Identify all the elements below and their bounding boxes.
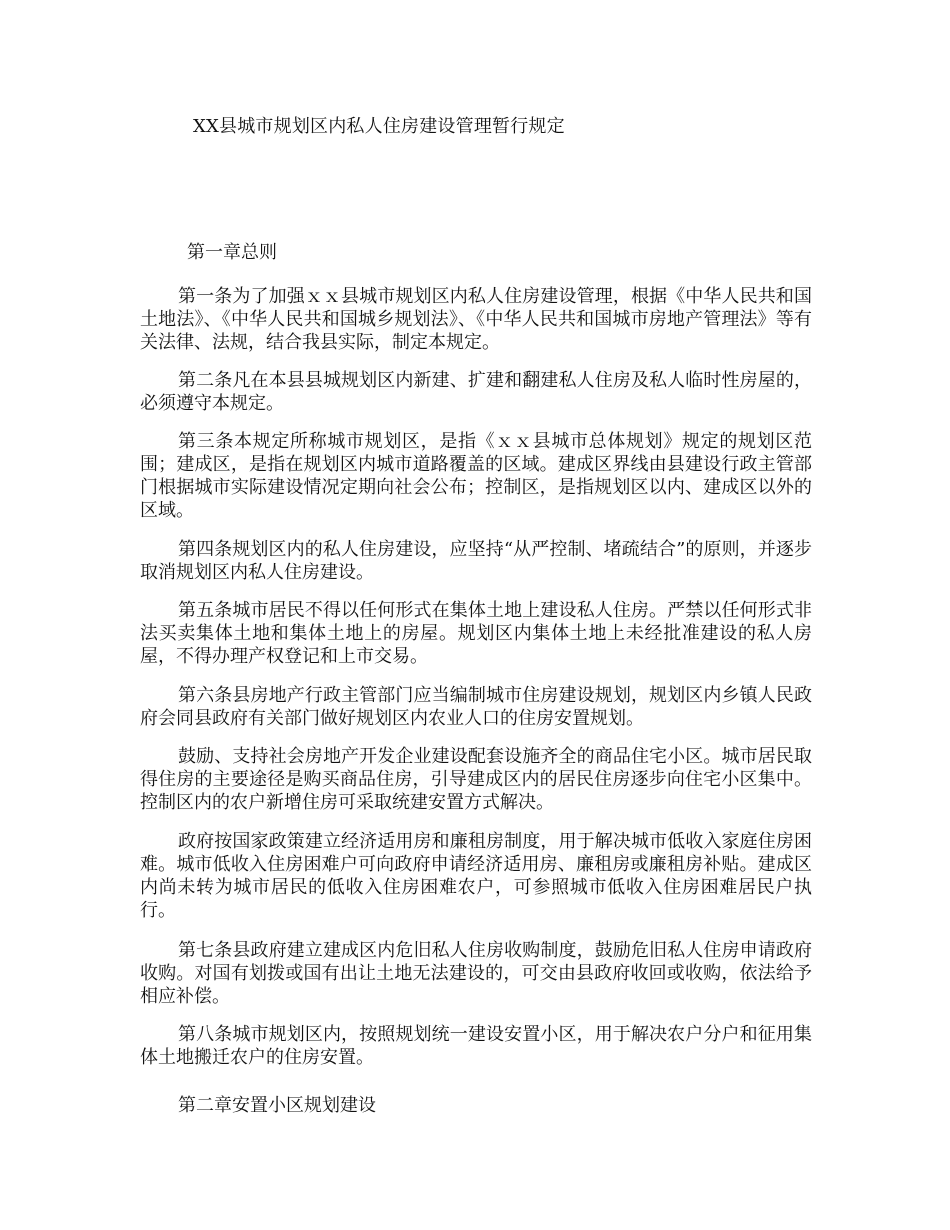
article-3-paragraph: 第三条本规定所称城市规划区，是指《ｘｘ县城市总体规划》规定的规划区范围；建成区，是指在规划区内城市道路覆盖的区域。建成区界线由县建设行政主管部门根据城市实际建设情况定期向社会公布；控制区，是指规划区以内、建成区以外的区域。 xyxy=(140,431,812,521)
article-7-paragraph: 第七条县政府建立建成区内危旧私人住房收购制度，鼓励危旧私人住房申请政府收购。对国有划拨或国有出让土地无法建设的，可交由县政府收回或收购，依法给予相应补偿。 xyxy=(140,940,812,1007)
article-1-paragraph: 第一条为了加强ｘｘ县城市规划区内私人住房建设管理，根据《中华人民共和国土地法》、《中华人民共和国城乡规划法》、《中华人民共和国城市房地产管理法》等有关法律、法规，结合我县实际，制定本规定。 xyxy=(140,286,812,353)
article-8-paragraph: 第八条城市规划区内，按照规划统一建设安置小区，用于解决农户分户和征用集体土地搬迁农户的住房安置。 xyxy=(140,1024,812,1068)
article-2-paragraph: 第二条凡在本县县城规划区内新建、扩建和翻建私人住房及私人临时性房屋的，必须遵守本规定。 xyxy=(140,370,812,414)
article-6-paragraph-3: 政府按国家政策建立经济适用房和廉租房制度，用于解决城市低收入家庭住房困难。城市低收入住房困难户可向政府申请经济适用房、廉租房或廉租房补贴。建成区内尚未转为城市居民的低收入住房困难农户，可参照城市低收入住房困难居民户执行。 xyxy=(140,831,812,921)
article-6-paragraph: 第六条县房地产行政主管部门应当编制城市住房建设规划，规划区内乡镇人民政府会同县政府有关部门做好规划区内农业人口的住房安置规划。 xyxy=(140,685,812,729)
chapter-heading-2: 第二章安置小区规划建设 xyxy=(178,1095,376,1116)
article-4-paragraph: 第四条规划区内的私人住房建设，应坚持“从严控制、堵疏结合”的原则，并逐步取消规划区内私人住房建设。 xyxy=(140,539,812,583)
document-title: XX县城市规划区内私人住房建设管理暂行规定 xyxy=(193,116,565,137)
chapter-heading-1: 第一章总则 xyxy=(187,242,277,263)
article-5-paragraph: 第五条城市居民不得以任何形式在集体土地上建设私人住房。严禁以任何形式非法买卖集体土地和集体土地上的房屋。规划区内集体土地上未经批准建设的私人房屋，不得办理产权登记和上市交易。 xyxy=(140,600,812,667)
article-6-paragraph-2: 鼓励、支持社会房地产开发企业建设配套设施齐全的商品住宅小区。城市居民取得住房的主要途径是购买商品住房，引导建成区内的居民住房逐步向住宅小区集中。控制区内的农户新增住房可采取统建安置方式解决。 xyxy=(140,746,812,813)
